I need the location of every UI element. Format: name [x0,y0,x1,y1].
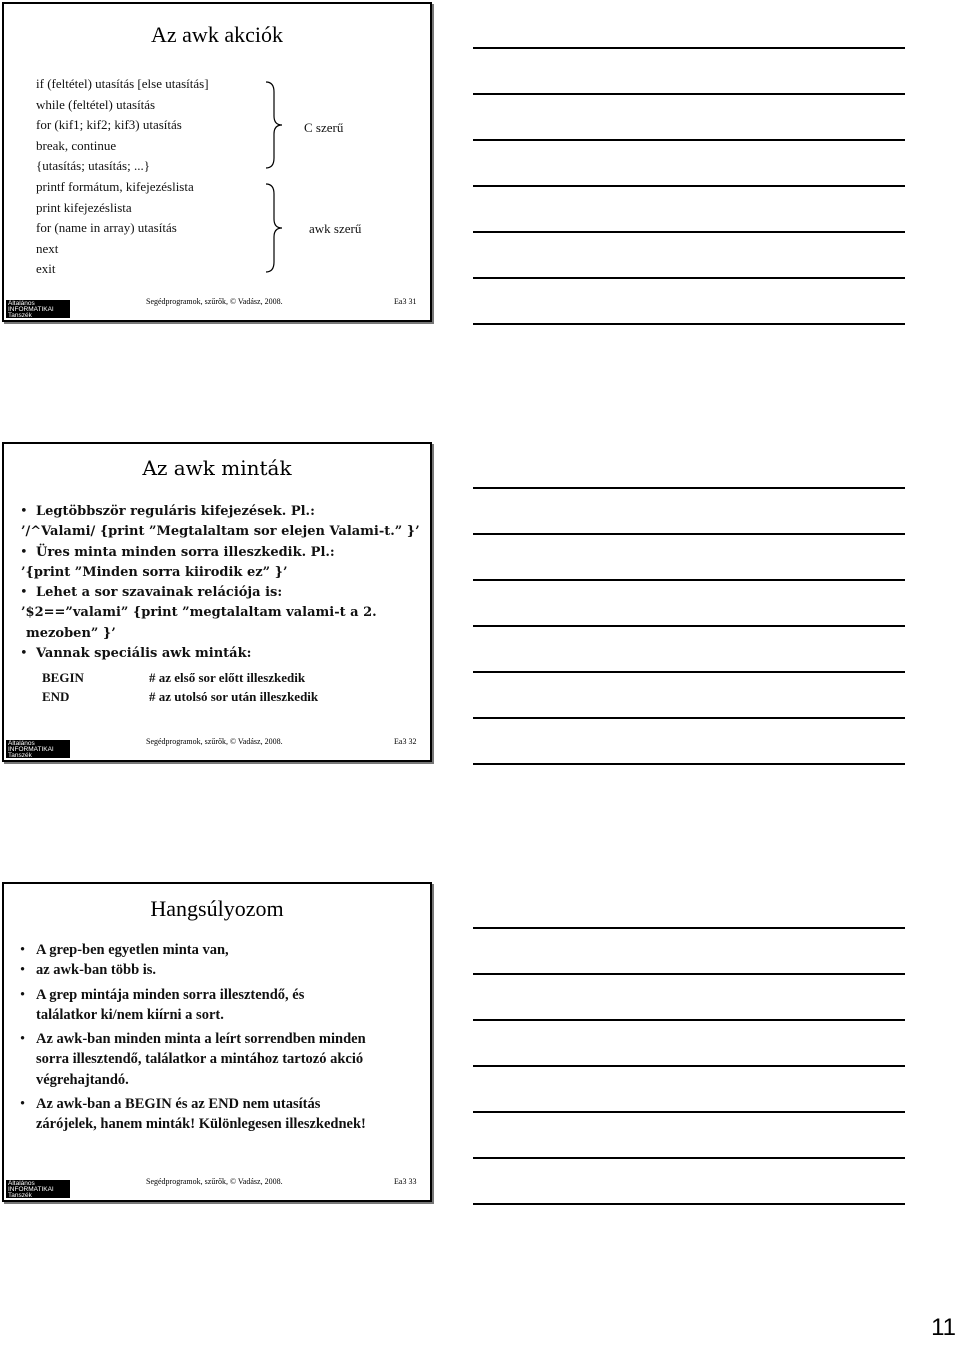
begin-key: BEGIN [42,670,84,685]
list-item: mezoben” }’ [26,625,116,641]
c-style-label: C szerű [304,120,344,135]
bullet-list [16,502,420,664]
begin-desc: # az első sor előtt illeszkedik [149,670,306,685]
list-item: sorra illesztendő, találatkor a mintához tartozó akció [36,1051,364,1068]
note-line [473,487,905,489]
list-item: print kifejezéslista [36,199,132,215]
note-line [473,973,905,975]
end-key: END [42,689,70,704]
list-item: for (kif1; kif2; kif3) utasítás [36,117,182,133]
note-line [473,763,905,765]
note-line [473,1111,905,1113]
list-item: {utasítás; utasítás; ...} [36,158,150,174]
list-item: • A grep-ben egyetlen minta van, [16,940,420,960]
list-item: if (feltétel) utasítás [else utasítás] [36,76,209,91]
slide-title: Az awk akciók [151,22,283,47]
slide-title: Hangsúlyozom [150,896,284,921]
bullet-list [16,940,420,1135]
note-line [473,533,905,535]
note-line [473,927,905,929]
note-line [473,139,905,141]
list-item: végrehajtandó. [36,1071,129,1088]
brace-icon [262,182,284,274]
slide-footer: Segédprogramok, szűrők, © Vadász, 2008. [146,737,283,746]
logo: Általános INFORMATIKAI Tanszék [6,1180,70,1198]
list-item: break, continue [36,137,117,153]
list-item: exit [36,261,56,277]
page-number: 11 [931,1314,956,1341]
slide-footer: Segédprogramok, szűrők, © Vadász, 2008. [146,297,283,306]
list-item: • Lehet a sor szavainak relációja is: [16,583,420,603]
list-item: ’/^Valami/ {print ”Megtalaltam sor elejen Valami-t.” }’ [21,524,420,540]
note-line [473,1065,905,1067]
note-line [473,323,905,325]
slide-number: Ea3 33 [394,1177,417,1186]
note-line [473,1019,905,1021]
slide-number: Ea3 31 [394,297,417,306]
note-line [473,717,905,719]
logo: Általános INFORMATIKAI Tanszék [6,300,70,318]
list-item: • A grep mintája minden sorra illesztendő, és [16,985,420,1005]
logo: Általános INFORMATIKAI Tanszék [6,740,70,758]
note-line [473,47,905,49]
slide-33 [2,882,432,1202]
list-item: • az awk-ban több is. [16,960,420,980]
note-line [473,1157,905,1159]
list-item: ’{print ”Minden sorra kiirodik ez” }’ [21,564,288,580]
list-item: zárójelek, hanem minták! Különlegesen illeszkednek! [36,1116,366,1133]
slide-footer: Segédprogramok, szűrők, © Vadász, 2008. [146,1177,283,1186]
slide-number: Ea3 32 [394,737,417,746]
brace-icon [262,80,284,170]
awk-style-label: awk szerű [309,221,362,236]
list-item: • Legtöbbször reguláris kifejezések. Pl.: [16,502,420,522]
slide-32 [2,442,432,762]
note-line [473,231,905,233]
list-item: • Az awk-ban a BEGIN és az END nem utasítás [16,1094,420,1114]
list-item: printf formátum, kifejezéslista [36,178,194,194]
slide-31 [2,2,432,322]
note-line [473,579,905,581]
list-item: for (name in array) utasítás [36,220,177,236]
list-item: • Az awk-ban minden minta a leírt sorrendben minden [16,1029,420,1049]
note-line [473,185,905,187]
slide-title: Az awk minták [142,456,292,480]
list-item: next [36,240,59,256]
note-line [473,1203,905,1205]
note-line [473,671,905,673]
list-item: találatkor ki/nem kiírni a sort. [36,1006,224,1023]
code-list [36,74,209,280]
list-item: while (feltétel) utasítás [36,96,156,112]
list-item: • Vannak speciális awk minták: [16,644,420,664]
list-item: ’$2==”valami” {print ”megtalaltam valami-t a 2. [21,605,377,621]
end-desc: # az utolsó sor után illeszkedik [149,689,319,704]
note-line [473,625,905,627]
note-line [473,277,905,279]
list-item: • Üres minta minden sorra illeszkedik. Pl.: [16,543,420,563]
note-line [473,93,905,95]
